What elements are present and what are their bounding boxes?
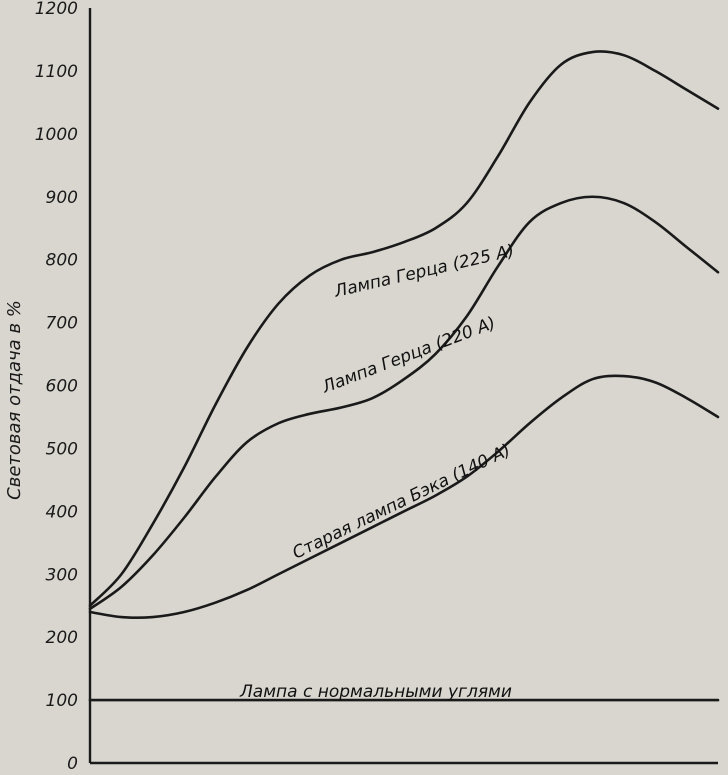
series-label-1: Лампа Герца (225 А): [332, 241, 517, 302]
y-tick-label: 400: [45, 502, 78, 523]
y-tick-label: 500: [45, 439, 78, 460]
y-axis-title: Световая отдача в %: [4, 300, 25, 500]
y-tick-label: 900: [45, 187, 78, 208]
y-tick-label: 600: [45, 376, 78, 397]
y-tick-label: 0: [67, 754, 78, 774]
y-tick-label: 700: [45, 313, 78, 334]
y-tick-label: 200: [45, 628, 78, 649]
y-tick-label: 800: [45, 250, 78, 271]
series-label-4: Лампа с нормальными углями: [240, 682, 512, 702]
y-tick-label: 100: [45, 691, 78, 712]
y-tick-label: 300: [45, 565, 78, 586]
y-tick-label: 1200: [34, 0, 78, 19]
series-label-3: Старая лампа Бэка (140 А): [289, 440, 514, 564]
y-tick-label: 1100: [34, 61, 78, 82]
series-label-2: Лампа Герца (220 А): [319, 313, 499, 398]
y-tick-label: 1000: [34, 124, 78, 145]
